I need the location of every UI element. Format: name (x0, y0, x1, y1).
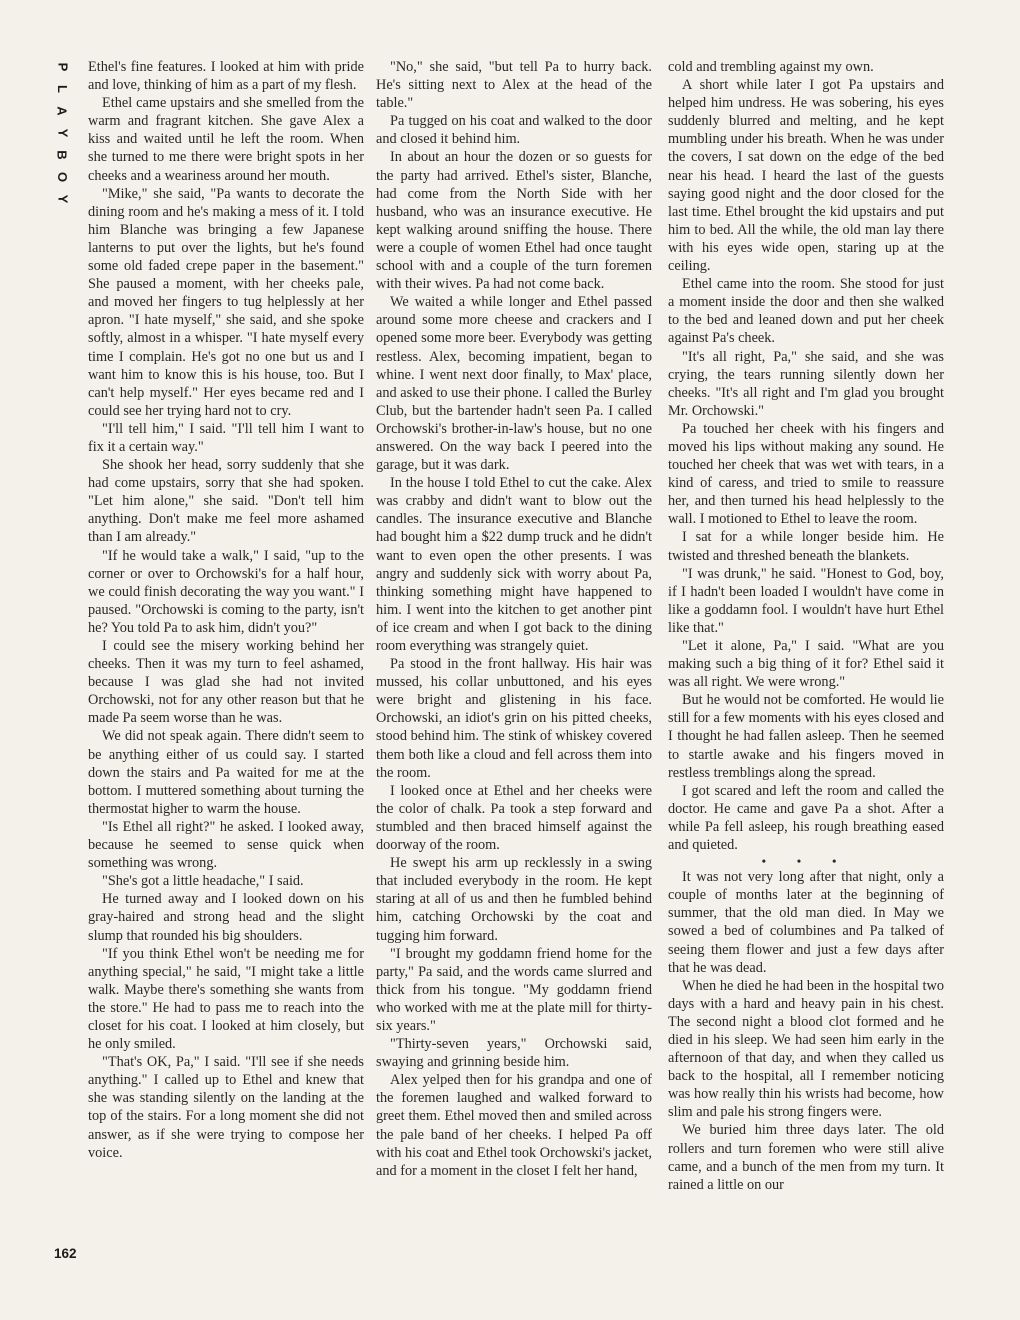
paragraph: I got scared and left the room and called the doctor. He came and gave Pa a shot. After a while Pa fell asleep, his rough breathing eased and quieted. (668, 782, 944, 854)
paragraph: "Mike," she said, "Pa wants to decorate the dining room and he's making a mess of it. I told him Blanche was bringing a few Japanese lanterns to put over the lights, but he's found some old faded crepe paper in the basement." She paused a moment, with her cheeks pale, and moved her fingers to tug helplessly at her apron. "I hate myself," she said, and she spoke softly, almost in a whisper. "I hate myself every time I complain. He's got no one but us and I want him to know this is his house, too. But I can't help myself." Her eyes became red and I could see her trying hard not to cry. (88, 185, 364, 419)
paragraph: "Let it alone, Pa," I said. "What are you making such a big thing of it for? Ethel said it was all right. We were wrong." (668, 638, 944, 691)
paragraph: "Thirty-seven years," Orchowski said, swaying and grinning beside him. (376, 1036, 652, 1071)
text-column-2 (376, 58, 652, 1180)
paragraph: Alex yelped then for his grandpa and one of the foremen laughed and walked forward to greet them. Ethel moved then and smiled across the pale band of her cheeks. I helped Pa off with his coat and Ethel took Orchowski's jacket, and for a moment in the closet I felt her hand, (376, 1072, 652, 1179)
paragraph: "No," she said, "but tell Pa to hurry back. He's sitting next to Alex at the head of the table." (376, 59, 652, 112)
paragraph: In the house I told Ethel to cut the cake. Alex was crabby and didn't want to blow out the candles. The insurance executive and Blanche had bought him a $22 dump truck and he didn't want to even open the other presents. I was angry and suddenly sick with worry about Pa, thinking something might have happened to him. I went into the kitchen to get another pint of ice cream and when I got back to the dining room everything was strangely quiet. (376, 475, 652, 654)
paragraph: Ethel came into the room. She stood for just a moment inside the door and then she walked to the bed and leaned down and put her cheek against Pa's cheek. (668, 276, 944, 347)
paragraph: When he died he had been in the hospital two days with a hard and heavy pain in his chest. The second night a blood clot formed and he died in his sleep. We had seen him early in the afternoon of that day, and when they called us back to the hospital, all I remember noticing was how really thin his wrists had become, how slim and pale his strong fingers were. (668, 977, 944, 1121)
paragraph: I sat for a while longer beside him. He twisted and threshed beneath the blankets. (668, 529, 944, 564)
paragraph: "Is Ethel all right?" he asked. I looked away, because he seemed to sense quick when something was wrong. (88, 818, 364, 872)
magazine-letter: Y (54, 194, 70, 204)
magazine-letter: L (54, 85, 70, 93)
magazine-letter: P (54, 62, 70, 72)
paragraph: We did not speak again. There didn't seem to be anything either of us could say. I started down the stairs and Pa waited for me at the bottom. I muttered something about turning the thermostat higher to warm the house. (88, 728, 364, 817)
section-break: • • • (761, 854, 851, 869)
paragraph: "She's got a little headache," I said. (102, 873, 304, 890)
paragraph: "I brought my goddamn friend home for the party," Pa said, and the words came slurred and thick from his tongue. "My goddamn friend who worked with me at the plate mill for thirty-six years." (376, 945, 652, 1034)
paragraph: It was not very long after that night, only a couple of months later at the beginning of summer, that the old man died. In May we sowed a bed of columbines and Pa talked of seeing them flower and just a few days after that he was dead. (668, 869, 944, 976)
paragraph: He turned away and I looked down on his gray-haired and strong head and the slight slump that rounded his big shoulders. (88, 891, 364, 944)
paragraph: cold and trembling against my own. (668, 59, 874, 75)
paragraph: He swept his arm up recklessly in a swing that included everybody in the room. He kept staring at all of us and then he fumbled behind him, catching Orchowski by the coat and tugging him forward. (376, 855, 652, 944)
paragraph: Pa touched her cheek with his fingers and moved his lips without making any sound. He touched her cheek that was wet with tears, in a kind of caress, and tried to smile to reassure her, and then turned his head helplessly to the wall. I motioned to Ethel to leave the room. (668, 420, 944, 528)
paragraph: In about an hour the dozen or so guests for the party had arrived. Ethel's sister, Blanche, had come from the North Side with her husband, who was an insurance executive. He kept walking around sniffing the house. There were a couple of women Ethel had once taught school with and a couple of the turn foremen with their wives. Pa had not come back. (376, 149, 652, 293)
paragraph: "It's all right, Pa," she said, and she was crying, the tears running silently down her cheeks. "It's all right and I'm glad you brought Mr. Orchowski." (668, 348, 944, 419)
paragraph: Ethel's fine features. I looked at him with pride and love, thinking of him as a part of my flesh. (88, 59, 364, 94)
paragraph: A short while later I got Pa upstairs and helped him undress. He was sobering, his eyes suddenly blurred and melting, and he kept mumbling under his breath. When he was under the covers, I sat down on the edge of the bed near his head. I heard the last of the guests saying good night and the door closed for the last time. Ethel brought the kid upstairs and put him to bed. All the while, the old man lay there with his eyes wide open, staring up at the ceiling. (668, 77, 944, 275)
paragraph: "I'll tell him," I said. "I'll tell him I want to fix it a certain way." (88, 420, 364, 455)
paragraph: She shook her head, sorry suddenly that she had come upstairs, sorry that she had spoken. "Let him alone," she said. "Don't tell him anything. Don't make me feel more ashamed than I am already." (88, 457, 364, 546)
paragraph: I could see the misery working behind her cheeks. Then it was my turn to feel ashamed, because I was glad she had not invited Orchowski, not for any other reason but that he made Pa seem worse than he was. (88, 638, 364, 727)
magazine-letter: B (54, 150, 70, 160)
paragraph: Pa stood in the front hallway. His hair was mussed, his collar unbuttoned, and his eyes were bright and glistening in his face. Orchowski, an idiot's grin on his pitted cheeks, stood behind him. The stink of whiskey covered them both like a cloud and fell across them into the room. (376, 656, 652, 781)
paragraph: "If you think Ethel won't be needing me for anything special," he said, "I might take a little walk. Maybe there's something she wants from the store." He had to pass me to reach into the closet for his coat. I looked at him closely, but he only smiled. (88, 945, 364, 1053)
magazine-letter: O (55, 171, 70, 183)
paragraph: Ethel came upstairs and she smelled from the warm and fragrant kitchen. She gave Alex a kiss and waited until he left the room. When she turned to me there were bright spots in her cheeks and a weariness around her mouth. (88, 95, 364, 184)
paragraph: "I was drunk," he said. "Honest to God, boy, if I hadn't been loaded I wouldn't have come in like a goddamn fool. I wouldn't have hurt Ethel like that." (668, 565, 944, 636)
text-column-1 (88, 58, 364, 1162)
text-column-3 (668, 58, 944, 1194)
paragraph: I looked once at Ethel and her cheeks were the color of chalk. Pa took a step forward and stumbled and then braced himself against the doorway of the room. (376, 782, 652, 854)
paragraph: Pa tugged on his coat and walked to the door and closed it behind him. (376, 113, 652, 148)
magazine-letter: Y (54, 128, 70, 138)
paragraph: We buried him three days later. The old rollers and turn foremen who were still alive came, and a bunch of the men from my turn. It rained a little on our (668, 1122, 944, 1193)
paragraph: "That's OK, Pa," I said. "I'll see if she needs anything." I called up to Ethel and knew that she was standing silently on the landing at the top of the stairs. For a long moment she did not answer, as if she were trying to compose her voice. (88, 1054, 364, 1161)
magazine-letter: A (54, 106, 70, 116)
paragraph: But he would not be comforted. He would lie still for a few moments with his eyes closed and I thought he had fallen asleep. Then he seemed to startle awake and his fingers moved in restless tremblings along the spread. (668, 692, 944, 781)
paragraph: We waited a while longer and Ethel passed around some more cheese and crackers and I opened some more beer. Everybody was getting restless. Alex, becoming impatient, began to whine. I went next door finally, to Max' place, and asked to use their phone. I called the Burley Club, but the bartender hadn't seen Pa. I called Orchowski's brother-in-law's house, but no one answered. On the way back I peered into the garage, but it was dark. (376, 294, 652, 474)
page-number: 162 (54, 1246, 77, 1261)
paragraph: "If he would take a walk," I said, "up to the corner or over to Orchowski's for a half hour, we could finish decorating the way you want." I paused. "Orchowski is coming to the party, isn't he? You told Pa to ask him, didn't you?" (88, 547, 364, 636)
magazine-name-vertical (52, 56, 72, 210)
